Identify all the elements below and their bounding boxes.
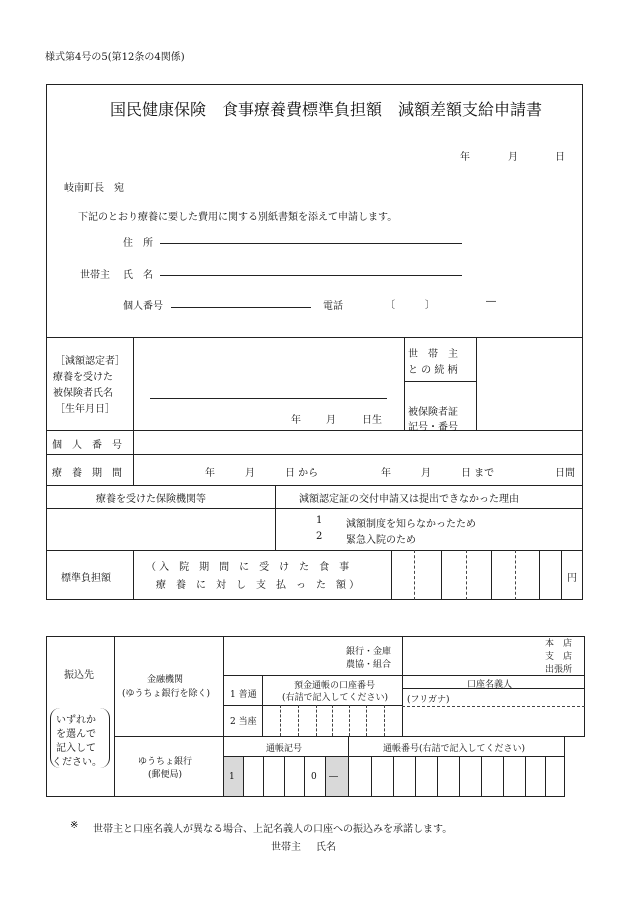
furigana-label: (フリガナ) bbox=[407, 695, 450, 705]
period-days: 日間 bbox=[555, 468, 575, 479]
signature-head-label: 世帯主 bbox=[271, 842, 301, 853]
insured-label-1: 被保険者証 bbox=[408, 407, 458, 418]
patient-label-4: ［生年月日］ bbox=[55, 404, 115, 415]
address-label: 住 所 bbox=[123, 238, 153, 249]
patient-label-3: 被保険者氏名 bbox=[53, 388, 113, 399]
account-type-2[interactable]: 2 当座 bbox=[230, 717, 257, 727]
dob-day: 日生 bbox=[362, 415, 382, 426]
symbol-dash: ― bbox=[329, 772, 338, 782]
transfer-label: 振込先 bbox=[64, 670, 94, 681]
note-mark: ※ bbox=[70, 820, 79, 831]
personal-number-label: 個 人 番 号 bbox=[52, 440, 122, 451]
phone-dash: ― bbox=[486, 296, 496, 307]
branch-type-2: 支 店 bbox=[545, 652, 573, 662]
head-label: 世帯主 bbox=[80, 270, 110, 281]
account-number-header-2: (右詰で記入してください) bbox=[282, 693, 389, 703]
page-title: 国民健康保険 食事療養費標準負担額 減額差額支給申請書 bbox=[110, 100, 543, 119]
bank-label: 金融機関 bbox=[147, 675, 184, 685]
relation-label-1: 世 帯 主 bbox=[408, 349, 458, 360]
choose-note-1: いずれか bbox=[56, 715, 96, 726]
yen-label: 円 bbox=[567, 573, 577, 584]
id-label: 個人番号 bbox=[123, 301, 163, 312]
std-burden-desc-2: 療 養 に 対 し 支 払 っ た 額 ） bbox=[156, 580, 360, 591]
phone-paren-close: 〕 bbox=[425, 300, 435, 311]
date-month: 月 bbox=[508, 152, 518, 163]
addressee: 岐南町長 宛 bbox=[64, 183, 124, 194]
name-label: 氏 名 bbox=[123, 270, 153, 281]
intro-text: 下記のとおり療養に要した費用に関する別紙書類を添えて申請します。 bbox=[78, 212, 398, 223]
personal-number-field[interactable] bbox=[171, 295, 311, 308]
dob-year: 年 bbox=[291, 415, 301, 426]
patient-label-2: 療養を受けた bbox=[53, 372, 113, 383]
std-burden-label: 標準負担額 bbox=[61, 573, 111, 584]
account-holder-header: 口座名義人 bbox=[467, 680, 513, 690]
std-burden-desc-1: （ 入 院 期 間 に 受 け た 食 事 bbox=[146, 562, 350, 573]
insured-label-2: 記号・番号 bbox=[408, 422, 458, 433]
date-day: 日 bbox=[555, 152, 565, 163]
account-number-header-1: 預金通帳の口座番号 bbox=[294, 681, 376, 691]
symbol-digit-zero: 0 bbox=[311, 772, 317, 782]
symbol-digit-1: 1 bbox=[229, 772, 235, 782]
signature-name-label: 氏名 bbox=[316, 842, 336, 853]
yucho-label: ゆうちょ銀行 bbox=[138, 757, 193, 767]
branch-type-3: 出張所 bbox=[545, 665, 573, 675]
reason-1-number: 1 bbox=[316, 515, 323, 526]
branch-type-1: 本 店 bbox=[545, 639, 573, 649]
phone-label: 電話 bbox=[323, 301, 343, 312]
passbook-symbol-header: 通帳記号 bbox=[266, 744, 303, 754]
dob-month: 月 bbox=[326, 415, 336, 426]
patient-name-field[interactable] bbox=[150, 388, 387, 399]
form-code: 様式第4号の5(第12条の4関係) bbox=[45, 52, 185, 63]
reason-2-text: 緊急入院のため bbox=[346, 535, 416, 546]
consent-note: 世帯主と口座名義人が異なる場合、上記名義人の口座への振込みを承諾します。 bbox=[93, 824, 453, 835]
phone-paren-open: 〔 bbox=[385, 300, 395, 311]
period-to: 年 月 日 まで bbox=[381, 468, 495, 479]
choose-note-4: ください。 bbox=[52, 757, 102, 768]
name-field[interactable] bbox=[160, 263, 462, 276]
passbook-number-header: 通帳番号(右詰で記入してください) bbox=[383, 744, 526, 754]
period-from: 年 月 日 から bbox=[205, 468, 319, 479]
relation-label-2: と の 続 柄 bbox=[408, 365, 458, 376]
reason-2-number: 2 bbox=[316, 531, 323, 542]
bank-type-1: 銀行・金庫 bbox=[346, 647, 392, 657]
account-type-1[interactable]: 1 普通 bbox=[230, 690, 257, 700]
period-label: 療 養 期 間 bbox=[52, 468, 122, 479]
reason-header: 減額認定証の交付申請又は提出できなかった理由 bbox=[299, 494, 519, 505]
yucho-note: (郵便局) bbox=[148, 770, 183, 780]
reason-1-text: 減額制度を知らなかったため bbox=[346, 519, 476, 530]
address-field[interactable] bbox=[160, 231, 462, 244]
application-frame bbox=[46, 84, 583, 600]
date-year: 年 bbox=[460, 152, 470, 163]
bank-type-2: 農協・組合 bbox=[346, 660, 392, 670]
bank-note: (ゆうちょ銀行を除く) bbox=[122, 689, 211, 699]
patient-label-1: ［減額認定者］ bbox=[55, 356, 125, 367]
facility-header: 療養を受けた保険機関等 bbox=[96, 494, 206, 505]
choose-note-2: を選んで bbox=[56, 729, 96, 740]
choose-note-3: 記入して bbox=[56, 743, 96, 754]
